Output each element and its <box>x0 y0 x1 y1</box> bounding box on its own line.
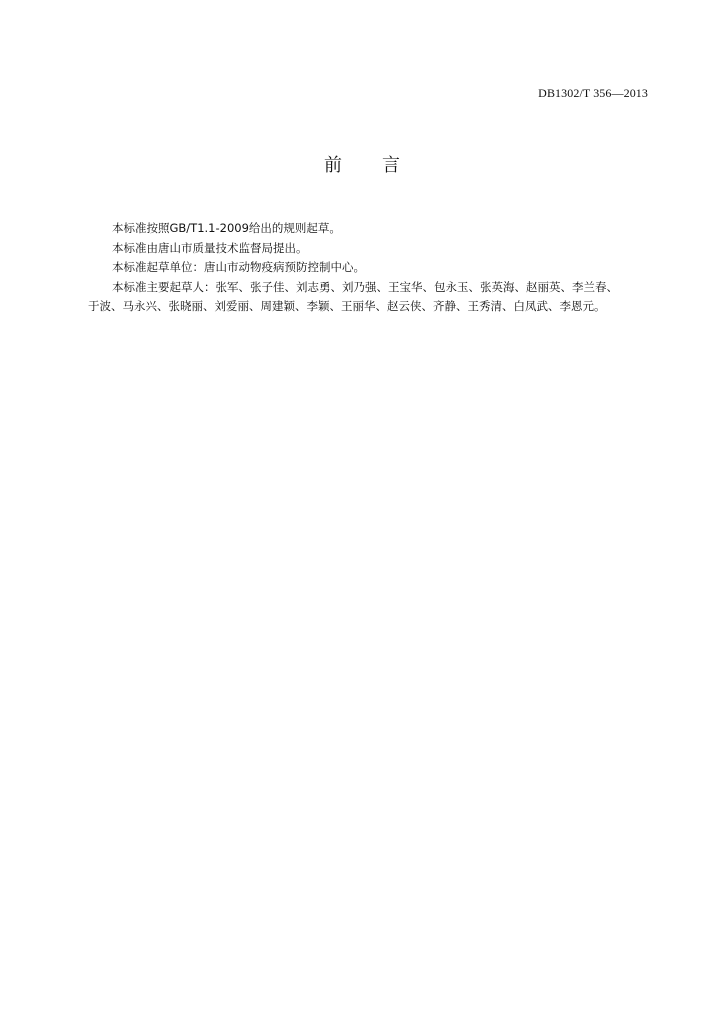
foreword-body <box>88 219 660 317</box>
paragraph-drafting-unit: 本标准起草单位：唐山市动物疫病预防控制中心。 <box>112 260 365 274</box>
section-title-char-1: 前 <box>324 155 342 176</box>
section-title-char-2: 言 <box>382 155 400 176</box>
drafters-line-1: 本标准主要起草人：张军、张子佳、刘志勇、刘乃强、王宝华、包永玉、张英海、赵丽英、李兰春、 <box>112 279 618 294</box>
drafters-line-2: 于波、马永兴、张晓丽、刘爱丽、周建颖、李颖、王丽华、赵云侠、齐静、王秀清、白凤武、李恩元。 <box>88 299 606 313</box>
paragraph-proposer: 本标准由唐山市质量技术监督局提出。 <box>112 240 308 255</box>
standard-number: DB1302/T 356—2013 <box>538 86 648 100</box>
paragraph-drafters <box>88 278 660 317</box>
section-title <box>0 154 724 178</box>
paragraph-drafting-rules: 本标准按照GB/T1.1-2009给出的规则起草。 <box>112 221 341 235</box>
